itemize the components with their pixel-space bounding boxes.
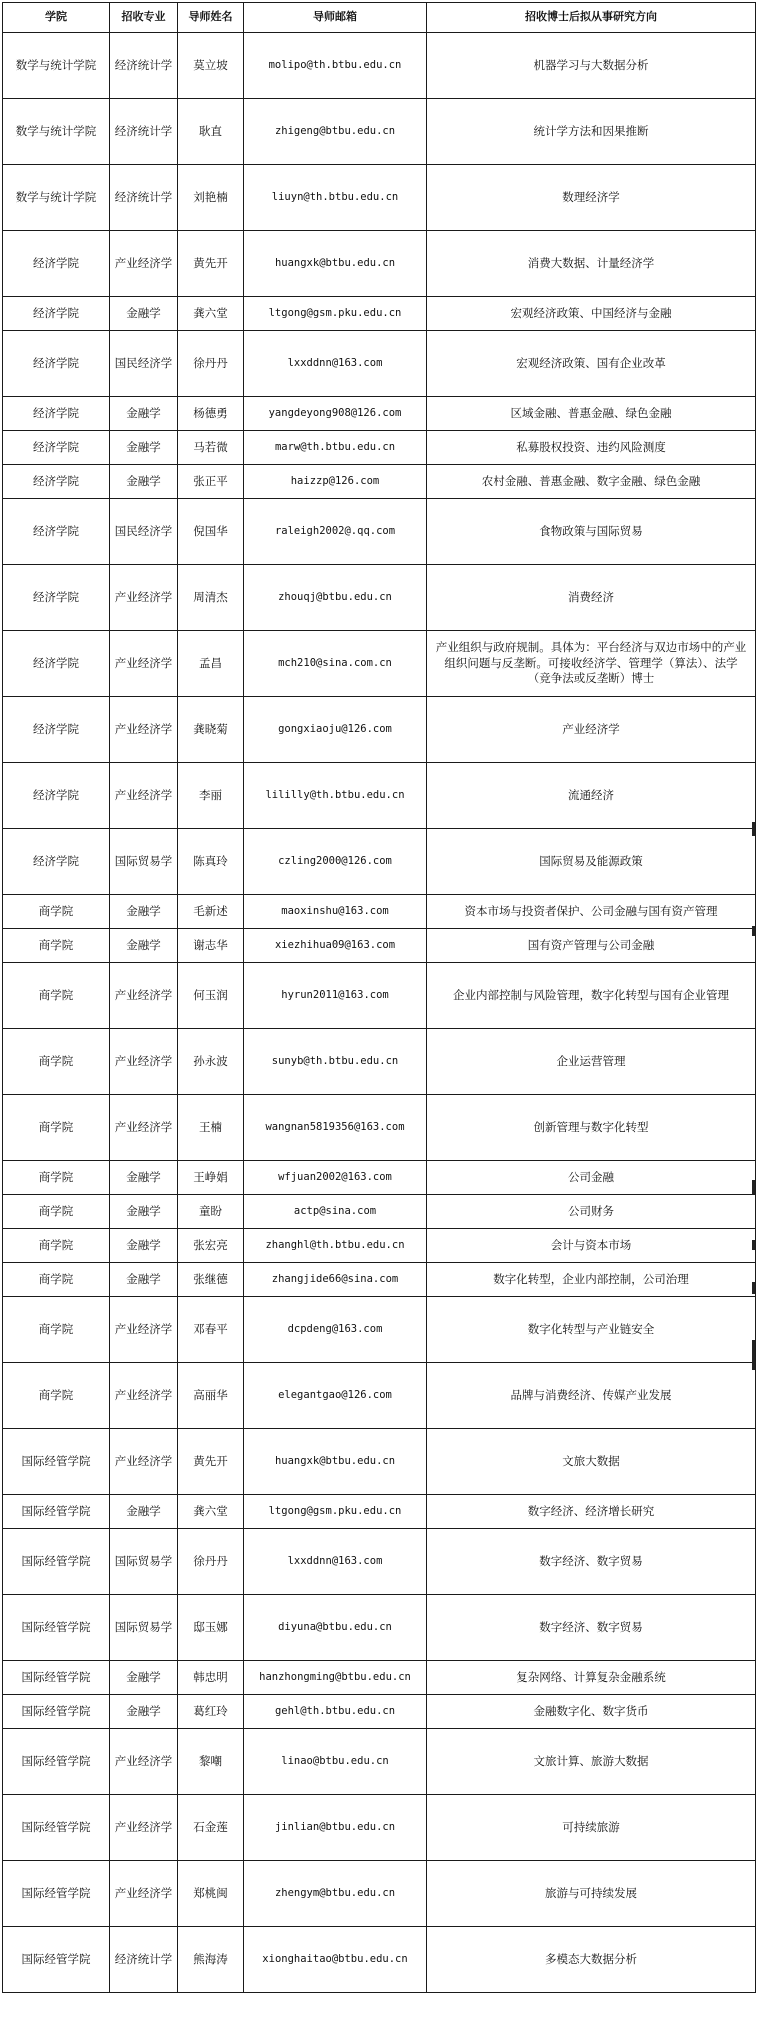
table-row [3, 1661, 756, 1695]
major-cell: 金融学 [110, 1695, 178, 1729]
table-row [3, 1161, 756, 1195]
research-direction-cell: 区域金融、普惠金融、绿色金融 [427, 397, 756, 431]
college-cell: 商学院 [3, 963, 110, 1029]
major-cell: 国际贸易学 [110, 1529, 178, 1595]
email-cell: diyuna@btbu.edu.cn [244, 1595, 427, 1661]
research-direction-cell: 数字经济、经济增长研究 [427, 1495, 756, 1529]
college-cell: 经济学院 [3, 431, 110, 465]
major-cell: 产业经济学 [110, 1029, 178, 1095]
research-direction-cell: 文旅计算、旅游大数据 [427, 1729, 756, 1795]
supervisor-cell: 倪国华 [178, 499, 244, 565]
research-direction-cell: 消费经济 [427, 565, 756, 631]
major-cell: 经济统计学 [110, 1927, 178, 1993]
table-row [3, 33, 756, 99]
supervisor-cell: 邸玉娜 [178, 1595, 244, 1661]
college-cell: 商学院 [3, 1263, 110, 1297]
college-cell: 经济学院 [3, 631, 110, 697]
table-row [3, 1195, 756, 1229]
major-cell: 经济统计学 [110, 33, 178, 99]
college-cell: 国际经管学院 [3, 1861, 110, 1927]
supervisor-cell: 郑桃闽 [178, 1861, 244, 1927]
research-direction-cell: 产业经济学 [427, 697, 756, 763]
major-cell: 产业经济学 [110, 565, 178, 631]
email-cell: raleigh2002@.qq.com [244, 499, 427, 565]
email-cell: xionghaitao@btbu.edu.cn [244, 1927, 427, 1993]
email-cell: yangdeyong908@126.com [244, 397, 427, 431]
research-direction-cell: 宏观经济政策、中国经济与金融 [427, 297, 756, 331]
research-direction-cell: 资本市场与投资者保护、公司金融与国有资产管理 [427, 895, 756, 929]
supervisor-cell: 龚六堂 [178, 1495, 244, 1529]
supervisor-cell: 刘艳楠 [178, 165, 244, 231]
college-cell: 商学院 [3, 1229, 110, 1263]
research-direction-cell: 复杂网络、计算复杂金融系统 [427, 1661, 756, 1695]
supervisor-cell: 王峥娟 [178, 1161, 244, 1195]
email-cell: ltgong@gsm.pku.edu.cn [244, 1495, 427, 1529]
table-row [3, 631, 756, 697]
major-cell: 产业经济学 [110, 1795, 178, 1861]
supervisor-cell: 龚晓菊 [178, 697, 244, 763]
college-cell: 经济学院 [3, 397, 110, 431]
supervisor-cell: 黎嘲 [178, 1729, 244, 1795]
major-cell: 金融学 [110, 1661, 178, 1695]
table-row [3, 1529, 756, 1595]
research-direction-cell: 文旅大数据 [427, 1429, 756, 1495]
email-cell: hyrun2011@163.com [244, 963, 427, 1029]
table-row [3, 1429, 756, 1495]
research-direction-cell: 统计学方法和因果推断 [427, 99, 756, 165]
supervisor-cell: 陈真玲 [178, 829, 244, 895]
college-cell: 数学与统计学院 [3, 33, 110, 99]
supervisor-cell: 孙永波 [178, 1029, 244, 1095]
research-direction-cell: 品牌与消费经济、传媒产业发展 [427, 1363, 756, 1429]
table-row [3, 929, 756, 963]
supervisor-cell: 熊海涛 [178, 1927, 244, 1993]
research-direction-cell: 公司金融 [427, 1161, 756, 1195]
edge-mark [752, 822, 755, 836]
email-cell: zhigeng@btbu.edu.cn [244, 99, 427, 165]
college-cell: 商学院 [3, 1095, 110, 1161]
supervisor-cell: 高丽华 [178, 1363, 244, 1429]
major-cell: 产业经济学 [110, 1729, 178, 1795]
email-cell: marw@th.btbu.edu.cn [244, 431, 427, 465]
supervisor-cell: 毛新述 [178, 895, 244, 929]
research-direction-cell: 食物政策与国际贸易 [427, 499, 756, 565]
research-direction-cell: 企业内部控制与风险管理，数字化转型与国有企业管理 [427, 963, 756, 1029]
major-cell: 金融学 [110, 929, 178, 963]
supervisor-cell: 邓春平 [178, 1297, 244, 1363]
email-cell: sunyb@th.btbu.edu.cn [244, 1029, 427, 1095]
major-cell: 产业经济学 [110, 631, 178, 697]
major-cell: 金融学 [110, 397, 178, 431]
table-row [3, 231, 756, 297]
supervisor-cell: 何玉润 [178, 963, 244, 1029]
college-cell: 经济学院 [3, 829, 110, 895]
table-row [3, 1229, 756, 1263]
college-cell: 商学院 [3, 1161, 110, 1195]
email-cell: gehl@th.btbu.edu.cn [244, 1695, 427, 1729]
major-cell: 国民经济学 [110, 499, 178, 565]
supervisor-cell: 黄先开 [178, 231, 244, 297]
email-cell: dcpdeng@163.com [244, 1297, 427, 1363]
edge-mark [752, 926, 755, 936]
college-cell: 国际经管学院 [3, 1695, 110, 1729]
table-row [3, 1095, 756, 1161]
supervisor-cell: 葛红玲 [178, 1695, 244, 1729]
edge-mark [752, 1180, 755, 1194]
research-direction-cell: 数字经济、数字贸易 [427, 1595, 756, 1661]
email-cell: lililly@th.btbu.edu.cn [244, 763, 427, 829]
major-cell: 产业经济学 [110, 1429, 178, 1495]
email-cell: huangxk@btbu.edu.cn [244, 231, 427, 297]
email-cell: molipo@th.btbu.edu.cn [244, 33, 427, 99]
college-cell: 国际经管学院 [3, 1661, 110, 1695]
college-cell: 国际经管学院 [3, 1529, 110, 1595]
table-row [3, 1695, 756, 1729]
college-cell: 经济学院 [3, 499, 110, 565]
research-direction-cell: 国有资产管理与公司金融 [427, 929, 756, 963]
table-row [3, 1861, 756, 1927]
college-cell: 数学与统计学院 [3, 99, 110, 165]
college-cell: 经济学院 [3, 297, 110, 331]
college-cell: 国际经管学院 [3, 1495, 110, 1529]
table-row [3, 397, 756, 431]
header-email: 导师邮箱 [244, 3, 427, 33]
table-row [3, 1029, 756, 1095]
college-cell: 商学院 [3, 1363, 110, 1429]
header-research-direction: 招收博士后拟从事研究方向 [427, 3, 756, 33]
email-cell: zhanghl@th.btbu.edu.cn [244, 1229, 427, 1263]
college-cell: 国际经管学院 [3, 1595, 110, 1661]
major-cell: 金融学 [110, 465, 178, 499]
major-cell: 金融学 [110, 1263, 178, 1297]
header-major: 招收专业 [110, 3, 178, 33]
email-cell: jinlian@btbu.edu.cn [244, 1795, 427, 1861]
college-cell: 商学院 [3, 1195, 110, 1229]
supervisor-cell: 莫立坡 [178, 33, 244, 99]
college-cell: 商学院 [3, 1029, 110, 1095]
supervisor-cell: 周清杰 [178, 565, 244, 631]
email-cell: lxxddnn@163.com [244, 331, 427, 397]
supervisor-cell: 张宏亮 [178, 1229, 244, 1263]
email-cell: elegantgao@126.com [244, 1363, 427, 1429]
major-cell: 国际贸易学 [110, 1595, 178, 1661]
major-cell: 国际贸易学 [110, 829, 178, 895]
college-cell: 经济学院 [3, 565, 110, 631]
header-college: 学院 [3, 3, 110, 33]
supervisor-cell: 张正平 [178, 465, 244, 499]
table-row [3, 431, 756, 465]
supervisor-cell: 王楠 [178, 1095, 244, 1161]
college-cell: 国际经管学院 [3, 1927, 110, 1993]
research-direction-cell: 数字经济、数字贸易 [427, 1529, 756, 1595]
research-direction-cell: 国际贸易及能源政策 [427, 829, 756, 895]
table-row [3, 895, 756, 929]
table-row [3, 465, 756, 499]
research-direction-cell: 创新管理与数字化转型 [427, 1095, 756, 1161]
major-cell: 产业经济学 [110, 763, 178, 829]
supervisor-cell: 韩忠明 [178, 1661, 244, 1695]
edge-mark [752, 1340, 755, 1370]
major-cell: 金融学 [110, 1161, 178, 1195]
email-cell: czling2000@126.com [244, 829, 427, 895]
research-direction-cell: 农村金融、普惠金融、数字金融、绿色金融 [427, 465, 756, 499]
research-direction-cell: 企业运营管理 [427, 1029, 756, 1095]
college-cell: 数学与统计学院 [3, 165, 110, 231]
supervisor-cell: 徐丹丹 [178, 1529, 244, 1595]
edge-mark [752, 1282, 755, 1294]
college-cell: 商学院 [3, 895, 110, 929]
college-cell: 经济学院 [3, 465, 110, 499]
table-row [3, 297, 756, 331]
major-cell: 产业经济学 [110, 1095, 178, 1161]
supervisor-cell: 黄先开 [178, 1429, 244, 1495]
research-direction-cell: 会计与资本市场 [427, 1229, 756, 1263]
research-direction-cell: 宏观经济政策、国有企业改革 [427, 331, 756, 397]
table-row [3, 499, 756, 565]
edge-mark [752, 1240, 755, 1250]
college-cell: 商学院 [3, 1297, 110, 1363]
supervisor-cell: 杨德勇 [178, 397, 244, 431]
supervisor-cell: 龚六堂 [178, 297, 244, 331]
supervisor-cell: 童盼 [178, 1195, 244, 1229]
research-direction-cell: 私募股权投资、违约风险测度 [427, 431, 756, 465]
supervisor-cell: 耿直 [178, 99, 244, 165]
research-direction-cell: 多模态大数据分析 [427, 1927, 756, 1993]
table-row [3, 763, 756, 829]
supervisor-cell: 张继德 [178, 1263, 244, 1297]
table-row [3, 1795, 756, 1861]
research-direction-cell: 可持续旅游 [427, 1795, 756, 1861]
table-row [3, 1363, 756, 1429]
research-direction-cell: 流通经济 [427, 763, 756, 829]
major-cell: 产业经济学 [110, 231, 178, 297]
major-cell: 金融学 [110, 1229, 178, 1263]
research-direction-cell: 公司财务 [427, 1195, 756, 1229]
college-cell: 国际经管学院 [3, 1429, 110, 1495]
table-row [3, 1263, 756, 1297]
college-cell: 经济学院 [3, 231, 110, 297]
major-cell: 金融学 [110, 1495, 178, 1529]
major-cell: 产业经济学 [110, 697, 178, 763]
email-cell: actp@sina.com [244, 1195, 427, 1229]
major-cell: 产业经济学 [110, 1297, 178, 1363]
college-cell: 经济学院 [3, 331, 110, 397]
email-cell: lxxddnn@163.com [244, 1529, 427, 1595]
college-cell: 经济学院 [3, 763, 110, 829]
major-cell: 产业经济学 [110, 963, 178, 1029]
supervisor-cell: 徐丹丹 [178, 331, 244, 397]
research-direction-cell: 产业组织与政府规制。具体为：平台经济与双边市场中的产业组织问题与反垄断。可接收经济学、管理学（算法）、法学（竞争法或反垄断）博士 [427, 631, 756, 697]
table-row [3, 1297, 756, 1363]
table-row [3, 963, 756, 1029]
header-supervisor: 导师姓名 [178, 3, 244, 33]
college-cell: 国际经管学院 [3, 1729, 110, 1795]
research-direction-cell: 数字化转型，企业内部控制，公司治理 [427, 1263, 756, 1297]
postdoc-supervisor-table [2, 2, 756, 1993]
major-cell: 金融学 [110, 895, 178, 929]
major-cell: 经济统计学 [110, 99, 178, 165]
major-cell: 金融学 [110, 1195, 178, 1229]
table-row [3, 1729, 756, 1795]
research-direction-cell: 旅游与可持续发展 [427, 1861, 756, 1927]
college-cell: 经济学院 [3, 697, 110, 763]
email-cell: hanzhongming@btbu.edu.cn [244, 1661, 427, 1695]
table-row [3, 1927, 756, 1993]
supervisor-cell: 石金莲 [178, 1795, 244, 1861]
email-cell: ltgong@gsm.pku.edu.cn [244, 297, 427, 331]
table-row [3, 829, 756, 895]
major-cell: 金融学 [110, 431, 178, 465]
email-cell: zhouqj@btbu.edu.cn [244, 565, 427, 631]
table-row [3, 99, 756, 165]
email-cell: wfjuan2002@163.com [244, 1161, 427, 1195]
email-cell: gongxiaoju@126.com [244, 697, 427, 763]
major-cell: 金融学 [110, 297, 178, 331]
supervisor-cell: 孟昌 [178, 631, 244, 697]
major-cell: 经济统计学 [110, 165, 178, 231]
supervisor-cell: 马若微 [178, 431, 244, 465]
research-direction-cell: 金融数字化、数字货币 [427, 1695, 756, 1729]
research-direction-cell: 机器学习与大数据分析 [427, 33, 756, 99]
supervisor-cell: 谢志华 [178, 929, 244, 963]
research-direction-cell: 消费大数据、计量经济学 [427, 231, 756, 297]
research-direction-cell: 数字化转型与产业链安全 [427, 1297, 756, 1363]
table-row [3, 1595, 756, 1661]
email-cell: linao@btbu.edu.cn [244, 1729, 427, 1795]
email-cell: huangxk@btbu.edu.cn [244, 1429, 427, 1495]
table-row [3, 697, 756, 763]
email-cell: haizzp@126.com [244, 465, 427, 499]
table-row [3, 565, 756, 631]
major-cell: 国民经济学 [110, 331, 178, 397]
email-cell: xiezhihua09@163.com [244, 929, 427, 963]
major-cell: 产业经济学 [110, 1861, 178, 1927]
email-cell: liuyn@th.btbu.edu.cn [244, 165, 427, 231]
email-cell: mch210@sina.com.cn [244, 631, 427, 697]
email-cell: wangnan5819356@163.com [244, 1095, 427, 1161]
supervisor-cell: 李丽 [178, 763, 244, 829]
major-cell: 产业经济学 [110, 1363, 178, 1429]
table-row [3, 331, 756, 397]
research-direction-cell: 数理经济学 [427, 165, 756, 231]
college-cell: 国际经管学院 [3, 1795, 110, 1861]
email-cell: maoxinshu@163.com [244, 895, 427, 929]
header-row [3, 3, 756, 33]
table-row [3, 1495, 756, 1529]
email-cell: zhangjide66@sina.com [244, 1263, 427, 1297]
email-cell: zhengym@btbu.edu.cn [244, 1861, 427, 1927]
table-row [3, 165, 756, 231]
college-cell: 商学院 [3, 929, 110, 963]
